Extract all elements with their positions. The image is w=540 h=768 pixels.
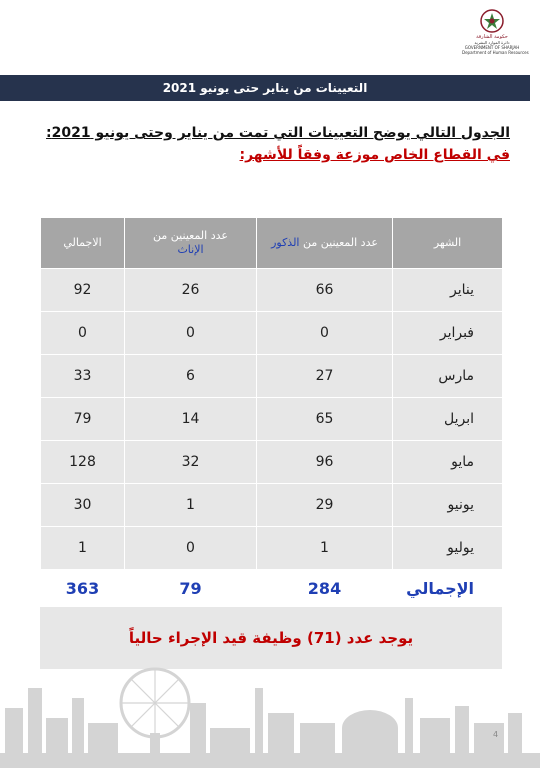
month-cell: يوليو [393,527,503,570]
male-cell: 1 [257,527,393,570]
header-male-highlight: الذكور [271,236,300,249]
total-cell: 0 [41,312,125,355]
female-cell: 1 [125,484,257,527]
female-cell: 14 [125,398,257,441]
month-cell: يناير [393,269,503,312]
total-cell: 92 [41,269,125,312]
total-overall: 363 [41,570,125,607]
header-title: التعيينات من يناير حتى يونيو 2021 [162,81,368,95]
logo-text-ar: حكومة الشارقة [476,34,508,40]
logo-text-en: GOVERNMENT OF SHARJAH [464,45,520,50]
appointments-table-wrap [40,217,502,669]
emblem-icon [479,8,505,34]
total-male: 284 [257,570,393,607]
table-row [41,527,503,570]
header-band [0,75,530,101]
month-cell: مارس [393,355,503,398]
header-female-prefix: عدد المعينين من [153,229,228,242]
male-cell: 29 [257,484,393,527]
sharjah-logo [462,8,529,55]
header-month: الشهر [393,218,503,269]
intro-line-1: الجدول التالي يوضح التعيينات التي تمت من يناير وحتى يونيو 2021: [46,125,510,141]
logo-subtext-en: Department of Human Resources [462,50,529,55]
male-cell: 0 [257,312,393,355]
male-cell: 65 [257,398,393,441]
table-header-row [41,218,503,269]
female-cell: 0 [125,312,257,355]
total-cell: 79 [41,398,125,441]
month-cell: مايو [393,441,503,484]
appointments-table [40,217,503,607]
month-cell: ابريل [393,398,503,441]
total-row [41,570,503,607]
header-male-prefix: عدد المعينين من [303,236,378,249]
table-row [41,441,503,484]
female-cell: 6 [125,355,257,398]
female-cell: 32 [125,441,257,484]
month-cell: يونيو [393,484,503,527]
total-cell: 128 [41,441,125,484]
table-row [41,398,503,441]
page-number: 4 [493,730,499,739]
header-female [125,218,257,269]
pending-jobs-text: يوجد عدد (71) وظيفة قيد الإجراء حالياً [128,629,414,647]
total-cell: 1 [41,527,125,570]
intro [30,125,510,163]
female-cell: 26 [125,269,257,312]
header-male [257,218,393,269]
city-skyline-image [0,628,540,768]
male-cell: 96 [257,441,393,484]
logo-subtext-ar: دائرة الموارد البشرية [474,40,510,45]
table-row [41,355,503,398]
total-cell: 33 [41,355,125,398]
table-row [41,269,503,312]
total-female: 79 [125,570,257,607]
header-female-highlight: الإناث [177,243,204,256]
male-cell: 66 [257,269,393,312]
male-cell: 27 [257,355,393,398]
total-label: الإجمالي [393,570,503,607]
female-cell: 0 [125,527,257,570]
total-cell: 30 [41,484,125,527]
header-total: الاجمالي [41,218,125,269]
intro-line-2: في القطاع الخاص موزعة وفقاً للأشهر: [239,147,510,163]
month-cell: فبراير [393,312,503,355]
table-row [41,484,503,527]
table-row [41,312,503,355]
